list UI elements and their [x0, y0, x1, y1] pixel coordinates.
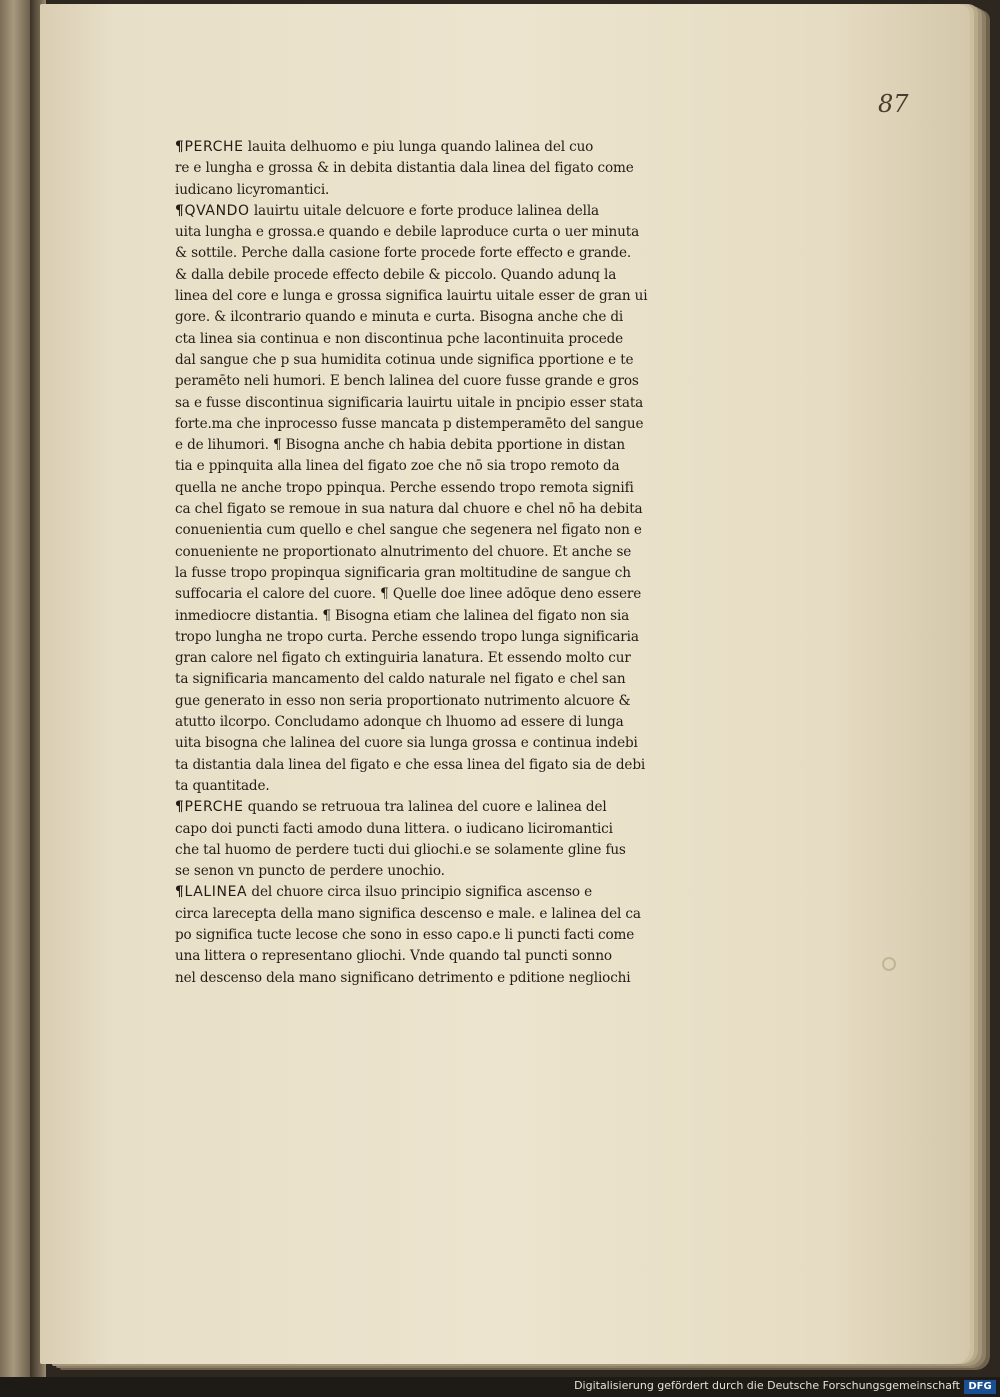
line-text: ta quantitade. — [175, 777, 270, 794]
line-text: iudicano licyromantici. — [175, 181, 330, 198]
dfg-logo: DFG — [964, 1380, 996, 1394]
text-line — [175, 819, 685, 840]
paragraph-mark-icon: ¶ — [175, 884, 184, 901]
text-line — [175, 627, 685, 648]
line-text: gore. & ilcontrario quando e minuta e curta. Bisogna anche che di — [175, 309, 624, 326]
line-text: una littera o representano gliochi. Vnde quando tal puncti sonno — [175, 948, 612, 965]
paragraph-mark-icon: ¶ — [175, 799, 184, 816]
line-text: forte.ma che inprocesso fusse mancata p distemperamēto del sangue — [175, 415, 644, 432]
line-text: linea del core e lunga e grossa significa lauirtu uitale esser de gran ui — [175, 288, 648, 305]
text-line — [175, 520, 685, 541]
text-line — [175, 499, 685, 520]
line-text: ta distantia dala linea del figato e che essa linea del figato sia de debi — [175, 756, 646, 773]
line-text: circa larecepta della mano significa descenso e male. e lalinea del ca — [175, 905, 641, 922]
line-text: tia e ppinquita alla linea del figato zoe che nō sia tropo remoto da — [175, 458, 620, 475]
text-line — [175, 563, 685, 584]
text-line — [175, 840, 685, 861]
text-line — [175, 925, 685, 946]
line-text: peramēto neli humori. E bench lalinea del cuore fusse grande e gros — [175, 373, 639, 390]
text-line — [175, 307, 685, 328]
text-line — [175, 137, 685, 158]
line-text: e de lihumori. ¶ Bisogna anche ch habia debita pportione in distan — [175, 437, 625, 454]
line-text: & dalla debile procede effecto debile & piccolo. Quando adunq la — [175, 266, 617, 283]
paragraph-mark-icon: ¶ — [175, 139, 184, 155]
line-text: nel descenso dela mano significano detrimento e pditione negliochi — [175, 969, 631, 986]
paragraph-incipit: PERCHE — [184, 139, 244, 155]
line-text: sa e fusse discontinua significaria lauirtu uitale in pncipio esser stata — [175, 394, 644, 411]
text-line — [175, 456, 685, 477]
text-line — [175, 968, 685, 989]
printed-text-block — [175, 137, 685, 989]
line-text: po significa tucte lecose che sono in esso capo.e li puncti facti come — [175, 926, 635, 943]
text-line — [175, 243, 685, 264]
line-text: tropo lungha ne tropo curta. Perche essendo tropo lunga significaria — [175, 628, 639, 645]
line-text: atutto ilcorpo. Concludamo adonque ch lhuomo ad essere di lunga — [175, 714, 624, 731]
line-text: uita bisogna che lalinea del cuore sia lunga grossa e continua indebi — [175, 735, 638, 752]
paragraph-incipit: PERCHE — [184, 799, 244, 816]
paragraph-incipit: QVANDO — [184, 202, 250, 219]
line-text: ta significaria mancamento del caldo naturale nel figato e chel san — [175, 671, 626, 688]
line-text: che tal huomo de perdere tucti dui gliochi.e se solamente gline fus — [175, 841, 626, 858]
line-text: la fusse tropo propinqua significaria gran moltitudine de sangue ch — [175, 564, 631, 581]
text-line — [175, 201, 685, 222]
paper-stain-mark — [882, 957, 896, 971]
text-line — [175, 371, 685, 392]
line-text: cta linea sia continua e non discontinua pche lacontinuita procede — [175, 330, 624, 347]
line-text: inmediocre distantia. ¶ Bisogna etiam che lalinea del figato non sia — [175, 607, 630, 624]
paragraph-incipit: LALINEA — [184, 884, 248, 901]
text-line — [175, 733, 685, 754]
line-text: & sottile. Perche dalla casione forte procede forte effecto e grande. — [175, 245, 632, 262]
text-line — [175, 797, 685, 818]
text-line — [175, 478, 685, 499]
text-line — [175, 606, 685, 627]
text-line — [175, 584, 685, 605]
funding-credit: Digitalisierung gefördert durch die Deutsche Forschungsgemeinschaft — [574, 1379, 960, 1392]
line-text: se senon vn puncto de perdere unochio. — [175, 863, 445, 880]
text-line — [175, 648, 685, 669]
line-text: del chuore circa ilsuo principio significa ascenso e — [247, 884, 593, 901]
text-line — [175, 542, 685, 563]
line-text: lauirtu uitale delcuore e forte produce lalinea della — [249, 202, 600, 219]
text-line — [175, 329, 685, 350]
line-text: gran calore nel figato ch extinguiria lanatura. Et essendo molto cur — [175, 650, 631, 667]
footer-bar — [0, 1377, 1000, 1397]
line-text: re e lungha e grossa & in debita distantia dala linea del figato come — [175, 160, 634, 177]
line-text: uita lungha e grossa.e quando e debile laproduce curta o uer minuta — [175, 224, 640, 241]
line-text: suffocaria el calore del cuore. ¶ Quelle doe linee adōque deno essere — [175, 586, 642, 603]
text-line — [175, 861, 685, 882]
text-line — [175, 712, 685, 733]
text-line — [175, 882, 685, 903]
line-text: capo doi puncti facti amodo duna littera. o iudicano liciromantici — [175, 820, 613, 837]
text-line — [175, 755, 685, 776]
line-text: lauita delhuomo e piu lunga quando lalinea del cuo — [243, 139, 594, 155]
text-line — [175, 435, 685, 456]
line-text: ca chel figato se remoue in sua natura dal chuore e chel nō ha debita — [175, 501, 643, 518]
line-text: dal sangue che p sua humidita cotinua unde significa pportione e te — [175, 351, 634, 368]
text-line — [175, 286, 685, 307]
line-text: gue generato in esso non seria proportionato nutrimento alcuore & — [175, 692, 631, 709]
text-line — [175, 414, 685, 435]
text-line — [175, 180, 685, 201]
text-line — [175, 691, 685, 712]
text-line — [175, 350, 685, 371]
line-text: conuenientia cum quello e chel sangue che segenera nel figato non e — [175, 522, 642, 539]
text-line — [175, 776, 685, 797]
text-line — [175, 669, 685, 690]
text-line — [175, 222, 685, 243]
folio-number: 87 — [878, 90, 909, 118]
text-line — [175, 265, 685, 286]
line-text: quella ne anche tropo ppinqua. Perche essendo tropo remota signifi — [175, 479, 634, 496]
left-facing-page-edge — [0, 0, 34, 1377]
text-line — [175, 904, 685, 925]
text-line — [175, 946, 685, 967]
line-text: quando se retruoua tra lalinea del cuore e lalinea del — [243, 799, 607, 816]
text-line — [175, 158, 685, 179]
line-text: conueniente ne proportionato alnutrimento del chuore. Et anche se — [175, 543, 632, 560]
text-line — [175, 393, 685, 414]
paragraph-mark-icon: ¶ — [175, 202, 184, 219]
